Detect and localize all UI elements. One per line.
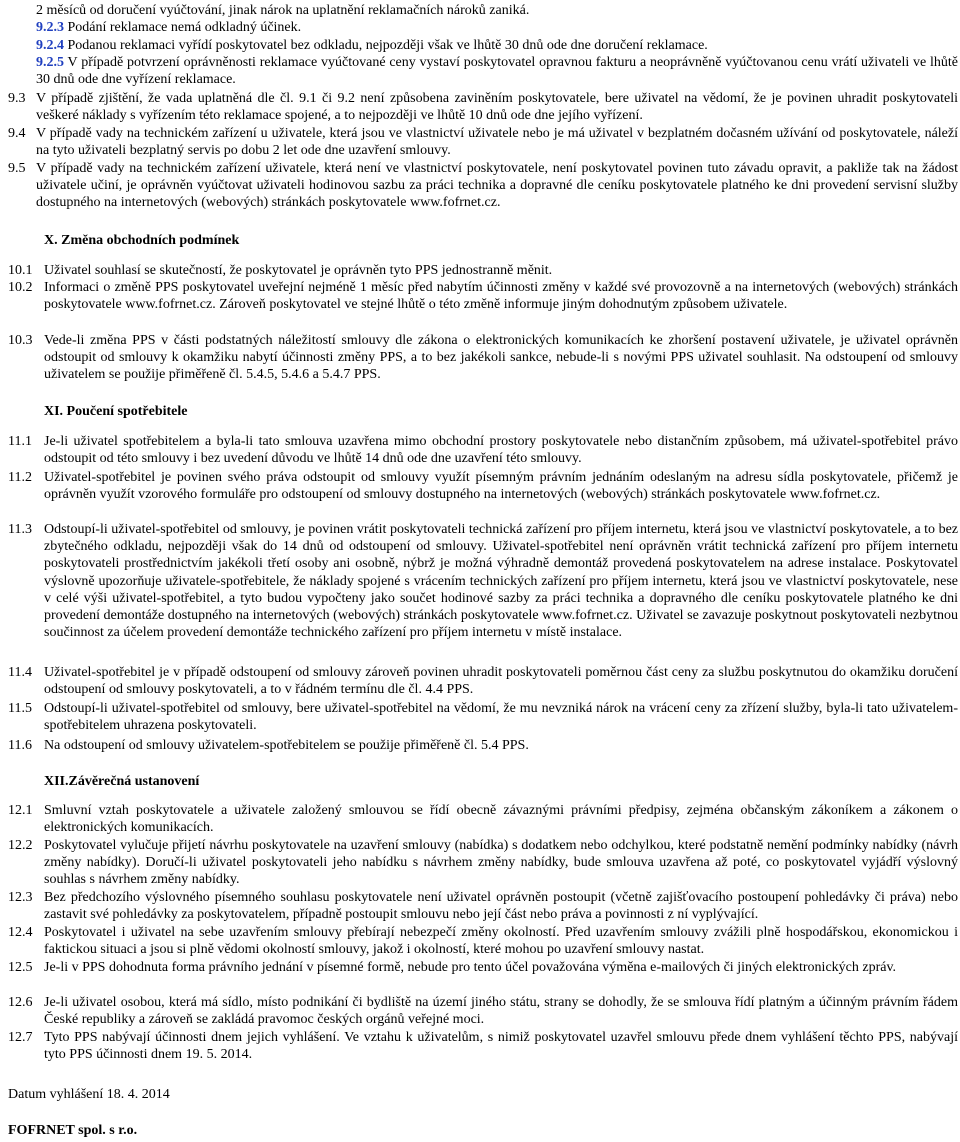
- paragraph-12-7: 12.7 Tyto PPS nabývají účinnosti dnem jejich vyhlášení. Ve vztahu k uživatelům, s nimiž poskytovatel uzavřel smlouvu přede dnem vyhlášení těchto PPS, nabývají tyto PPS účinnosti dnem 19. 5. 2014.: [8, 1030, 958, 1063]
- paragraph-11-3: 11.3 Odstoupí-li uživatel-spotřebitel od smlouvy, je povinen vrátit poskytovateli technická zařízení pro příjem internetu, která jsou ve vlastnictví poskytovatele, a to bez zbytečného odkladu, nejpozději však do 14 dnů od odstoupení od smlouvy. Uživatel-spotřebitel není oprávněn vrátit technická zařízení pro příjem internetu poskytovateli prostřednictvím jakékoli třetí osoby ani osobně, nýbrž je možná výhradně demontáž provedená poskytovatelem na adrese instalace. Poskytovatel výslovně upozorňuje uživatele-spotřebitele, že náklady spojené s vrácením technických zařízení pro příjem internetu, která jsou ve vlastnictví poskytovatele, nese v celé výši uživatel-spotřebitel, a tyto budou vypočteny jako součet hodinové sazby za práci technika a dopravného dle ceníku poskytovatele platného ke dni provedení demontáže dostupného na internetových (webových) stránkách poskytovatele www.fofrnet.cz. Uživatel se zavazuje poskytnout poskytovateli nezbytnou součinnost za účelem provedení demontáže technického zařízení pro příjem internetu v místě instalace.: [8, 522, 958, 641]
- section-heading-x: X. Změna obchodních podmínek: [44, 233, 240, 248]
- paragraph-10-1: 10.1 Uživatel souhlasí se skutečností, že poskytovatel je oprávněn tyto PPS jednostranně měnit.: [8, 263, 553, 278]
- clause-number: 9.2.3: [36, 20, 64, 35]
- clause-number: 9.2.4: [36, 38, 64, 53]
- paragraph-12-5: 12.5 Je-li v PPS dohodnuta forma právního jednání v písemné formě, nebude pro tento účel považována výměna e-mailových či jiných elektronických zpráv.: [8, 960, 897, 975]
- paragraph-12-2: 12.2 Poskytovatel vylučuje přijetí návrhu poskytovatele na uzavření smlouvy (nabídka) s dodatkem nebo odchylkou, které podstatně nemění podmínky nabídky (návrh změny nabídky). Doručí-li uživatel poskytovateli jeho nabídku s návrhem změny nabídky, bude smlouva uzavřena až poté, co poskytovatel vyjádří výslovný souhlas s návrhem změny nabídky.: [8, 838, 958, 888]
- clause-number: 11.3: [8, 522, 32, 537]
- clause-number: 11.1: [8, 434, 32, 449]
- paragraph-9-2-5: 9.2.5 V případě potvrzení oprávněnosti reklamace vyúčtované ceny vystaví poskytovatel opravnou fakturu a neoprávněně vyúčtovanou cenu vrátí uživateli ve lhůtě 30 dnů ode dne vyřízení reklamace.: [36, 55, 959, 88]
- paragraph-9-2-3: 9.2.3 Podání reklamace nemá odkladný účinek.: [36, 20, 302, 35]
- clause-number: 12.5: [8, 960, 33, 975]
- announcement-date: Datum vyhlášení 18. 4. 2014: [8, 1087, 170, 1102]
- clause-number: 11.6: [8, 738, 32, 753]
- clause-number: 12.6: [8, 995, 33, 1010]
- company-name: FOFRNET spol. s r.o.: [8, 1123, 138, 1138]
- clause-number: 12.2: [8, 838, 33, 853]
- paragraph-11-5: 11.5 Odstoupí-li uživatel-spotřebitel od smlouvy, bere uživatel-spotřebitel na vědomí, že mu nevzniká nárok na vrácení ceny za zřízení služby, byla-li tato uživatelem-spotřebitelem uhrazena poskytovateli.: [8, 701, 958, 734]
- clause-number: 9.3: [8, 91, 26, 106]
- clause-number: 12.4: [8, 925, 33, 940]
- paragraph-12-4: 12.4 Poskytovatel i uživatel na sebe uzavřením smlouvy přebírají nebezpečí změny okolností. Před uzavřením smlouvy zvážili plně hospodářskou, ekonomickou i faktickou situaci a jsou si plně vědomi okolností smlouvy, jakož i okolností, které mohou po uzavření smlouvy nastat.: [8, 925, 958, 958]
- paragraph-12-6: 12.6 Je-li uživatel osobou, která má sídlo, místo podnikání či bydliště na území jiného státu, strany se dohodly, že se smlouva řídí platným a účinným právním řádem České republiky a zároveň se zakládá pravomoc českých orgánů veřejné moci.: [8, 995, 958, 1028]
- clause-number: 11.4: [8, 665, 32, 680]
- clause-number: 9.2.5: [36, 55, 64, 70]
- clause-number: 12.7: [8, 1030, 33, 1045]
- paragraph-9-2-4: 9.2.4 Podanou reklamaci vyřídí poskytovatel bez odkladu, nejpozději však ve lhůtě 30 dnů ode dne doručení reklamace.: [36, 38, 708, 53]
- clause-number: 10.2: [8, 280, 33, 295]
- section-heading-xii: XII.Závěrečná ustanovení: [44, 774, 200, 789]
- paragraph-11-1: 11.1 Je-li uživatel spotřebitelem a byla-li tato smlouva uzavřena mimo obchodní prostory poskytovatele nebo distančním způsobem, má uživatel-spotřebitel právo odstoupit od této smlouvy i bez uvedení důvodu ve lhůtě 14 dnů ode dne uzavření této smlouvy.: [8, 434, 958, 467]
- paragraph-11-2: 11.2 Uživatel-spotřebitel je povinen svého práva odstoupit od smlouvy využít písemným právním jednáním odeslaným na adresu sídla poskytovatele, přičemž je oprávněn využít vzorového formuláře pro odstoupení od smlouvy dostupného na internetových (webových) stránkách poskytovatele www.fofrnet.cz.: [8, 470, 958, 503]
- paragraph-9-2-2-continuation: 2 měsíců od doručení vyúčtování, jinak nárok na uplatnění reklamačních nároků zaniká.: [36, 3, 530, 18]
- clause-number: 12.1: [8, 803, 33, 818]
- paragraph-12-1: 12.1 Smluvní vztah poskytovatele a uživatele založený smlouvou se řídí obecně závaznými právními předpisy, zejména občanským zákoníkem a zákonem o elektronických komunikacích.: [8, 803, 958, 836]
- clause-number: 11.5: [8, 701, 32, 716]
- clause-number: 9.5: [8, 161, 26, 176]
- paragraph-11-6: 11.6 Na odstoupení od smlouvy uživatelem-spotřebitelem se použije přiměřeně čl. 5.4 PPS.: [8, 738, 529, 753]
- clause-number: 11.2: [8, 470, 32, 485]
- paragraph-9-3: 9.3 V případě zjištění, že vada uplatněná dle čl. 9.1 či 9.2 není způsobena zaviněním poskytovatele, bere uživatel na vědomí, že je povinen uhradit poskytovateli veškeré náklady s vyřízením této reklamace spojené, a to nejpozději ve lhůtě 10 dnů ode dne jejího vyřízení.: [8, 91, 958, 124]
- paragraph-12-3: 12.3 Bez předchozího výslovného písemného souhlasu poskytovatele není uživatel oprávněn postoupit (včetně zajišťovacího postoupení pohledávky či práva) nebo zastavit své pohledávky za poskytovatelem, případně postoupit smlouvu nebo její část nebo práva a povinnosti z ní vyplývající.: [8, 890, 958, 923]
- clause-number: 10.3: [8, 333, 33, 348]
- paragraph-9-4: 9.4 V případě vady na technickém zařízení u uživatele, která jsou ve vlastnictví uživatele nebo je má uživatel v bezplatném dočasném užívání od poskytovatele, náleží na tyto uživateli bezplatný servis po dobu 2 let ode dne uzavření smlouvy.: [8, 126, 958, 159]
- clause-number: 10.1: [8, 263, 33, 278]
- paragraph-10-3: 10.3 Vede-li změna PPS v části podstatných náležitostí smlouvy dle zákona o elektronických komunikacích ke zhoršení postavení uživatele, je uživatel oprávněn odstoupit od smlouvy k okamžiku nabytí účinnosti změny PPS, a to bez jakékoli sankce, nebude-li s novými PPS uživatel souhlasit. Na odstoupení od smlouvy uživatelem se použije přiměřeně čl. 5.4.5, 5.4.6 a 5.4.7 PPS.: [8, 333, 958, 383]
- clause-number: 9.4: [8, 126, 26, 141]
- paragraph-10-2: 10.2 Informaci o změně PPS poskytovatel uveřejní nejméně 1 měsíc před nabytím účinnosti změny v každé své provozovně a na internetových (webových) stránkách poskytovatele www.fofrnet.cz. Zároveň poskytovatel ve stejné lhůtě o této změně informuje jiným dohodnutým způsobem uživatele.: [8, 280, 958, 313]
- section-heading-xi: XI. Poučení spotřebitele: [44, 404, 188, 419]
- clause-number: 12.3: [8, 890, 33, 905]
- paragraph-11-4: 11.4 Uživatel-spotřebitel je v případě odstoupení od smlouvy zároveň povinen uhradit poskytovateli poměrnou část ceny za službu poskytnutou do okamžiku doručení odstoupení od smlouvy poskytovateli, a to v řádném termínu dle čl. 4.4 PPS.: [8, 665, 958, 698]
- paragraph-9-5: 9.5 V případě vady na technickém zařízení uživatele, která není ve vlastnictví poskytovatele, není poskytovatel povinen tuto závadu opravit, a pakliže tak na žádost uživatele učiní, je oprávněn vyúčtovat uživateli hodinovou sazbu za práci technika a dopravné dle ceníku poskytovatele platného ke dni provedení servisní služby dostupného na internetových (webových) stránkách poskytovatele www.fofrnet.cz.: [8, 161, 958, 211]
